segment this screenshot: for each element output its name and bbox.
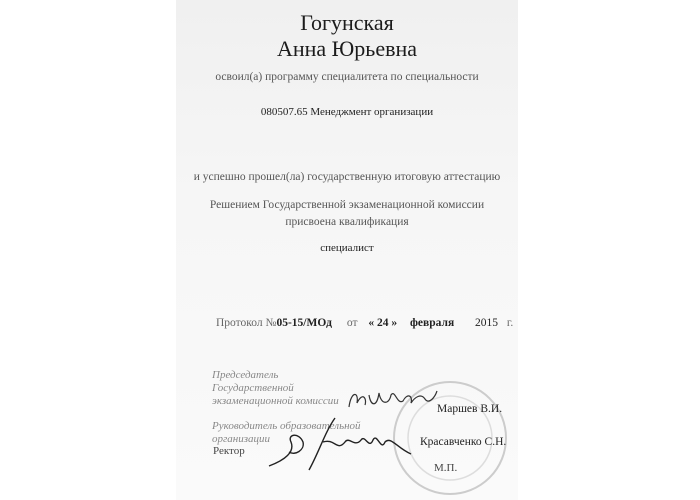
protocol-month: февраля (409, 317, 455, 329)
chair-title-line: Председатель (212, 369, 279, 381)
protocol-year-suffix: г. (506, 317, 514, 329)
head-position: Ректор (213, 445, 245, 457)
attestation-text: и успешно прошел(ла) государственную итоговую аттестацию (193, 171, 501, 183)
decision-line-1: Решением Государственной экзаменационной комиссии (209, 199, 485, 211)
chair-title-line: Государственной (212, 382, 294, 394)
protocol-day: « 24 » (368, 317, 398, 329)
head-title-line: Руководитель образовательной (212, 420, 361, 432)
head-name: Красавченко С.Н. (420, 436, 507, 448)
head-title-line: организации (212, 433, 271, 445)
chair-title (212, 369, 339, 408)
specialty: 080507.65 Менеджмент организации (260, 106, 434, 118)
protocol-label: Протокол № (216, 317, 277, 329)
protocol-from: от (346, 317, 358, 329)
mastered-text: освоил(а) программу специалитета по специальности (215, 71, 479, 83)
decision-line-2: присвоена квалификация (285, 216, 409, 228)
seal-place: М.П. (434, 462, 458, 474)
recipient-surname: Гогунская (300, 10, 394, 35)
recipient-given-names: Анна Юрьевна (276, 36, 418, 61)
protocol-number: 05-15/МОд (276, 317, 332, 329)
chair-title-line: экзаменационной комиссии (212, 395, 339, 407)
chair-signature (345, 385, 445, 415)
qualification: специалист (320, 242, 374, 254)
chair-name: Маршев В.И. (437, 403, 503, 415)
protocol-line (216, 317, 513, 329)
protocol-year: 2015 (475, 317, 499, 329)
head-signature (265, 412, 415, 474)
